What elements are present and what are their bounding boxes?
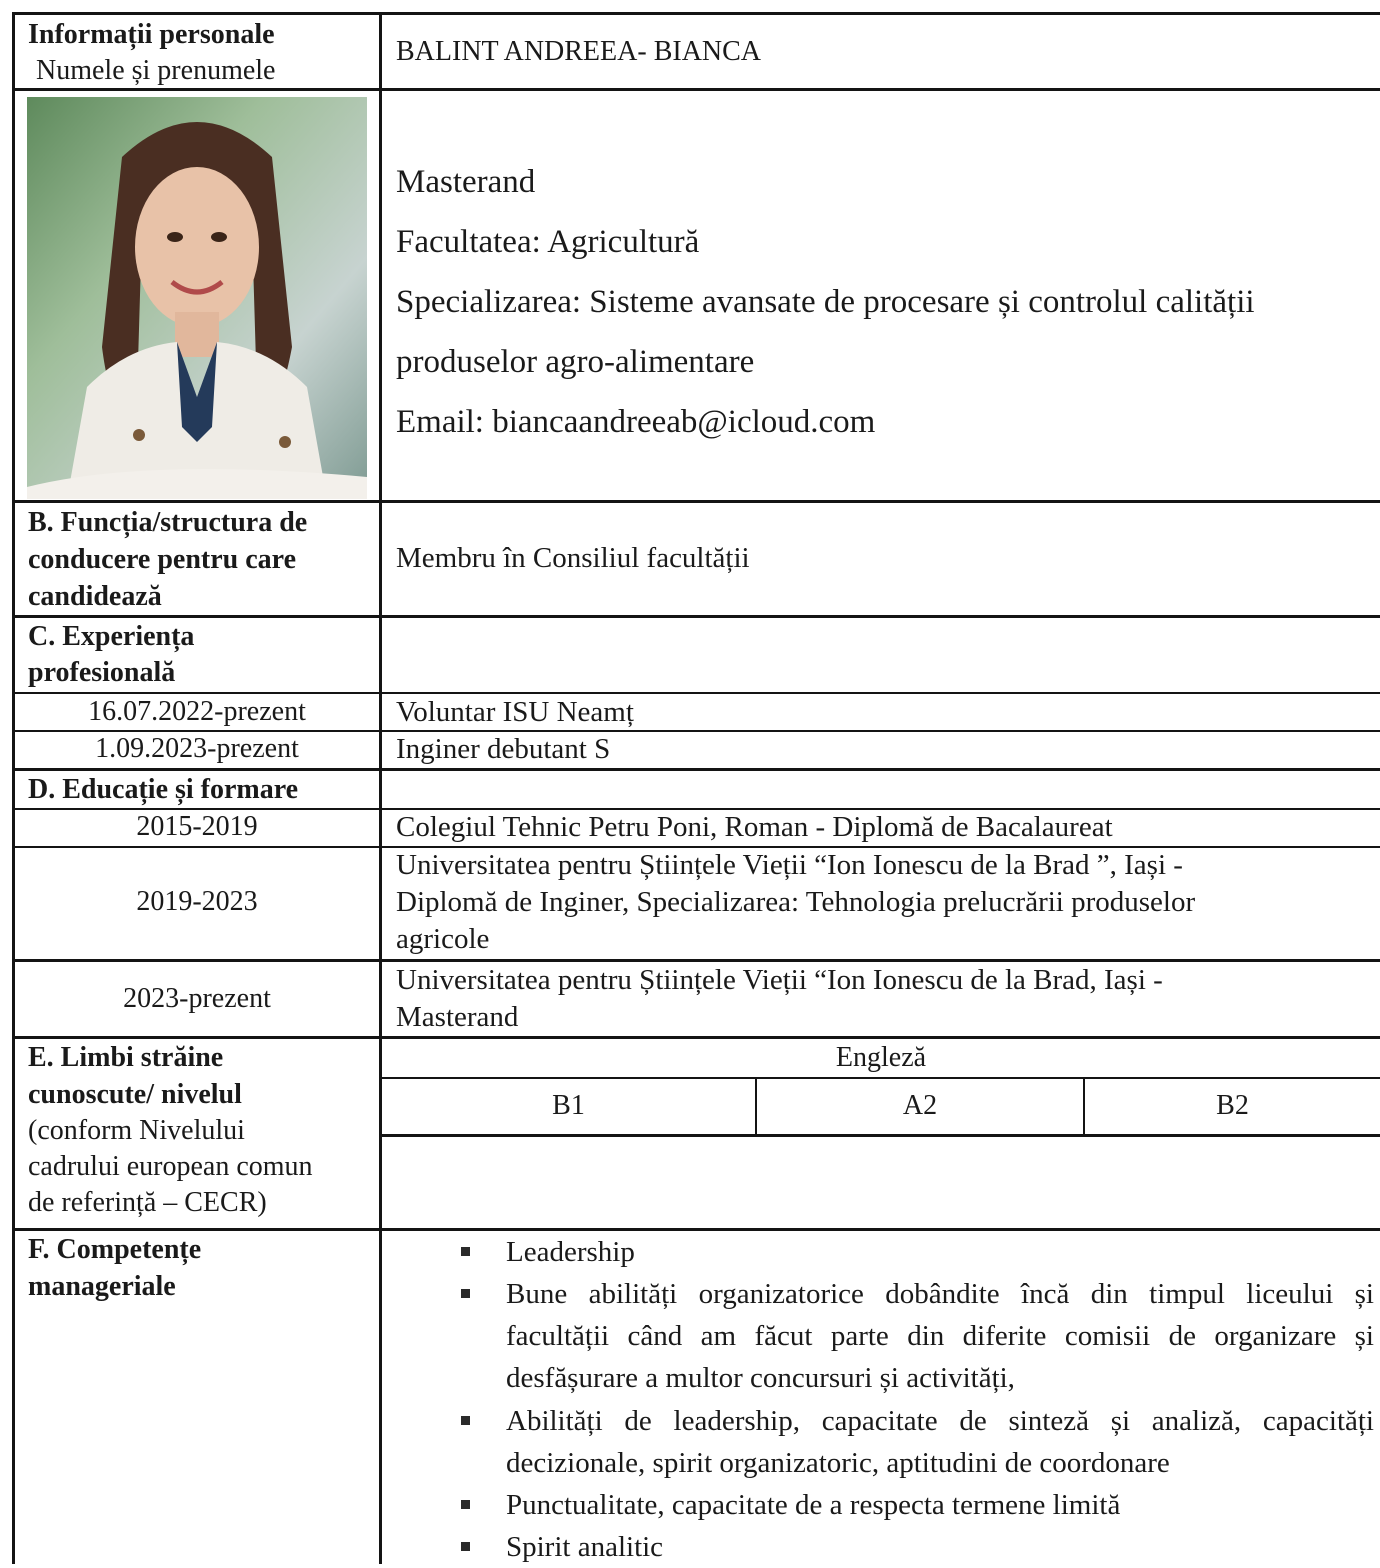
row-divider (380, 1134, 1380, 1137)
row-divider (12, 500, 1380, 503)
row-divider (12, 692, 1380, 694)
section-b-label: candidează (28, 581, 162, 612)
bullet-icon (461, 1542, 470, 1551)
row-divider (12, 768, 1380, 771)
education-entry: Masterand (396, 1001, 519, 1033)
row-divider (12, 1036, 1380, 1039)
row-divider (380, 1077, 1380, 1079)
email-text: Email: biancaandreeab@icloud.com (396, 404, 876, 440)
section-e-note: de referință – CECR) (28, 1187, 267, 1218)
section-d-label: D. Educație și formare (28, 774, 299, 805)
bullet-icon (461, 1500, 470, 1509)
section-b-label: conducere pentru care (28, 544, 297, 575)
specialization-line-1: Specializarea: Sisteme avansate de procesare și controlul calității (396, 284, 1255, 320)
language-level: B1 (552, 1090, 585, 1121)
profile-photo (27, 97, 367, 499)
specialization-line-2: produselor agro-alimentare (396, 344, 755, 380)
row-divider (12, 615, 1380, 618)
experience-period: 1.09.2023-prezent (95, 733, 299, 764)
language-name: Engleză (835, 1042, 927, 1073)
bullet-icon (461, 1416, 470, 1425)
section-title-personal-info: Informații personale (28, 19, 275, 50)
education-entry: agricole (396, 923, 490, 955)
experience-role: Inginer debutant S (396, 733, 611, 765)
competence-item: Punctualitate, capacitate de a respecta termene limită (506, 1489, 1121, 1521)
name-field-label: Numele și prenumele (36, 55, 276, 86)
section-e-label: cunoscute/ nivelul (28, 1079, 242, 1110)
faculty-text: Facultatea: Agricultură (396, 224, 700, 260)
competence-item: Abilități de leadership, capacitate de sinteză și analiză, capacități decizionale, spirit organizatoric, aptitudini de coordonare (506, 1405, 1374, 1479)
status-text: Masterand (396, 164, 536, 200)
section-c-label: profesională (28, 657, 176, 688)
experience-period: 16.07.2022-prezent (88, 696, 306, 727)
section-c-label: C. Experiența (28, 621, 195, 652)
full-name: BALINT ANDREEA- BIANCA (396, 36, 762, 67)
education-entry: Universitatea pentru Științele Vieții “Ion Ionescu de la Brad, Iași - (396, 964, 1163, 996)
candidate-position: Membru în Consiliul facultății (396, 542, 750, 574)
education-period: 2015-2019 (136, 811, 258, 842)
language-level: B2 (1216, 1090, 1249, 1121)
education-period: 2019-2023 (136, 886, 258, 917)
section-f-label: F. Competențe (28, 1234, 202, 1265)
competence-item: Spirit analitic (506, 1531, 664, 1563)
competence-item: Bune abilități organizatorice dobândite încă din timpul liceului și facultății când am făcut parte din diferite comisii de organizare și desfășurare a multor concursuri și activități, (506, 1278, 1374, 1394)
section-e-label: E. Limbi străine (28, 1042, 224, 1073)
table-border-left (12, 12, 15, 1564)
row-divider (12, 959, 1380, 962)
education-period: 2023-prezent (123, 983, 271, 1014)
row-divider (12, 88, 1380, 91)
bullet-icon (461, 1289, 470, 1298)
competence-item: Leadership (506, 1236, 635, 1268)
section-e-note: cadrului european comun (28, 1151, 313, 1182)
education-entry: Diplomă de Inginer, Specializarea: Tehnologia prelucrării produselor (396, 886, 1196, 918)
language-level: A2 (902, 1090, 938, 1121)
education-entry: Colegiul Tehnic Petru Poni, Roman - Diplomă de Bacalaureat (396, 811, 1113, 843)
column-divider (379, 12, 382, 1564)
table-border-top (12, 12, 1380, 15)
experience-role: Voluntar ISU Neamț (396, 696, 634, 728)
section-b-label: B. Funcția/structura de (28, 507, 308, 538)
section-e-note: (conform Nivelului (28, 1115, 245, 1146)
section-f-label: manageriale (28, 1271, 176, 1302)
bullet-icon (461, 1247, 470, 1256)
education-entry: Universitatea pentru Științele Vieții “Ion Ionescu de la Brad ”, Iași - (396, 849, 1183, 881)
